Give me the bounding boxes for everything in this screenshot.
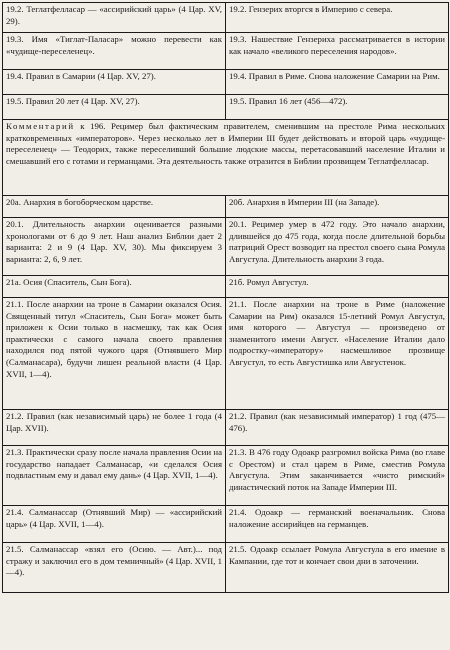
- table-row: [3, 298, 449, 410]
- commentary-cell: [3, 120, 449, 196]
- table-row: [3, 33, 449, 70]
- left-cell: 19.4. Правил в Самарии (4 Цар. XV, 27).: [3, 70, 226, 95]
- table-row: [3, 95, 449, 120]
- right-cell: 19.5. Правил 16 лет (456—472).: [226, 95, 449, 120]
- left-cell: 19.5. Правил 20 лет (4 Цар. XV, 27).: [3, 95, 226, 120]
- table-row: [3, 70, 449, 95]
- right-cell: 20.1. Рецимер умер в 472 году. Это начало анархии, длившейся до 475 года, когда после длительной борьбы патриций Орест возводит на престол своего сына Ромула Августула. Длительность анархии 3 года.: [226, 218, 449, 276]
- right-cell: 21.5. Одоакр ссылает Ромула Августула в его имение в Кампании, где тот и кончает свои дни в заточении.: [226, 543, 449, 593]
- table-row: [3, 543, 449, 593]
- table-row: [3, 3, 449, 33]
- left-cell: 21а. Осия (Спаситель, Сын Бога).: [3, 276, 226, 298]
- right-cell: 21.4. Одоакр — германский военачальник. Снова наложение ассирийцев на германцев.: [226, 506, 449, 543]
- left-cell: 21.5. Салманассар «взял его (Осию. — Авт.)... под стражу и заключил его в дом темничный» (4 Цар. XVII, 1—4).: [3, 543, 226, 593]
- right-cell: 20б. Анархия в Империи III (на Западе).: [226, 196, 449, 218]
- table-row: [3, 410, 449, 446]
- left-cell: 21.2. Правил (как независимый царь) не более 1 года (4 Цар. XVII).: [3, 410, 226, 446]
- comparison-table: [2, 2, 449, 593]
- left-cell: 21.1. После анархии на троне в Самарии оказался Осия. Священный титул «Спаситель, Сын Бога» может быть приложен к Осии только в насмешку, так как Осия практически с самого начала своего правления находился под пятой чужого царя (Отнявшего Мир (Салманасара), будучи лишен реальной власти (4 Цар. XVII, 1—4).: [3, 298, 226, 410]
- table-row: [3, 218, 449, 276]
- right-cell: 21б. Ромул Августул.: [226, 276, 449, 298]
- commentary-row: [3, 120, 449, 196]
- left-cell: 19.3. Имя «Тиглат-Паласар» можно перевести как «чудище-переселенец».: [3, 33, 226, 70]
- left-cell: 20.1. Длительность анархии оценивается разными хронологами от 6 до 9 лет. Наш анализ Библии дает 2 варианта: 2 и 9 (4 Цар. XV, 30). Мы фиксируем 3 варианта: 2, 6, 9 лет.: [3, 218, 226, 276]
- right-cell: 21.2. Правил (как независимый император) 1 год (475—476).: [226, 410, 449, 446]
- right-cell: 19.3. Нашествие Гензериха рассматривается в истории как начало «великого переселения народов».: [226, 33, 449, 70]
- left-cell: 21.3. Практически сразу после начала правления Осии на государство нападает Салманасар, «и сделался Осия подвластным ему и давал ему дань» (4 Цар. XVII, 1—4).: [3, 446, 226, 506]
- left-cell: 19.2. Теглатфелласар — «ассирийский царь» (4 Цар. XV, 29).: [3, 3, 226, 33]
- commentary-heading: Комментарий: [6, 121, 75, 131]
- table-row: [3, 506, 449, 543]
- table-row: [3, 196, 449, 218]
- left-cell: 20а. Анархия в богоборческом царстве.: [3, 196, 226, 218]
- right-cell: 19.2. Гензерих вторгся в Империю с севера.: [226, 3, 449, 33]
- table-row: [3, 276, 449, 298]
- right-cell: 19.4. Правил в Риме. Снова наложение Самарии на Рим.: [226, 70, 449, 95]
- left-cell: 21.4. Салманассар (Отнявший Мир) — «ассирийский царь» (4 Цар. XVII, 1—4).: [3, 506, 226, 543]
- table-row: [3, 446, 449, 506]
- right-cell: 21.1. После анархии на троне в Риме (наложение Самарии на Рим) оказался 15-летний Ромул Августул, имя которого — Августул — произведено от знаменитого имени Август. «Население Италии дало подростку-«императору» насмешливое прозвище Августул, то есть Августишка или Августенок.: [226, 298, 449, 410]
- right-cell: 21.3. В 476 году Одоакр разгромил войска Рима (во главе с Орестом) и стал царем в Риме, сместив Ромула Августула. Этим заканчивается «чисто римский» династический поток на Западе Империи III.: [226, 446, 449, 506]
- commentary-text: к 196. Рецимер был фактическим правителем, сменившим на престоле Рима нескольких кратковременных «императоров». Через несколько лет в Империи III будет действовать и второй царь «чудище-переселенец» — Теодорих, также переселивший большие людские массы, перетасовавший население Италии и смешавший его с готами и германцами. Эта деятельность также отразится в Библии прозвищем Теглатфелласар.: [6, 121, 445, 166]
